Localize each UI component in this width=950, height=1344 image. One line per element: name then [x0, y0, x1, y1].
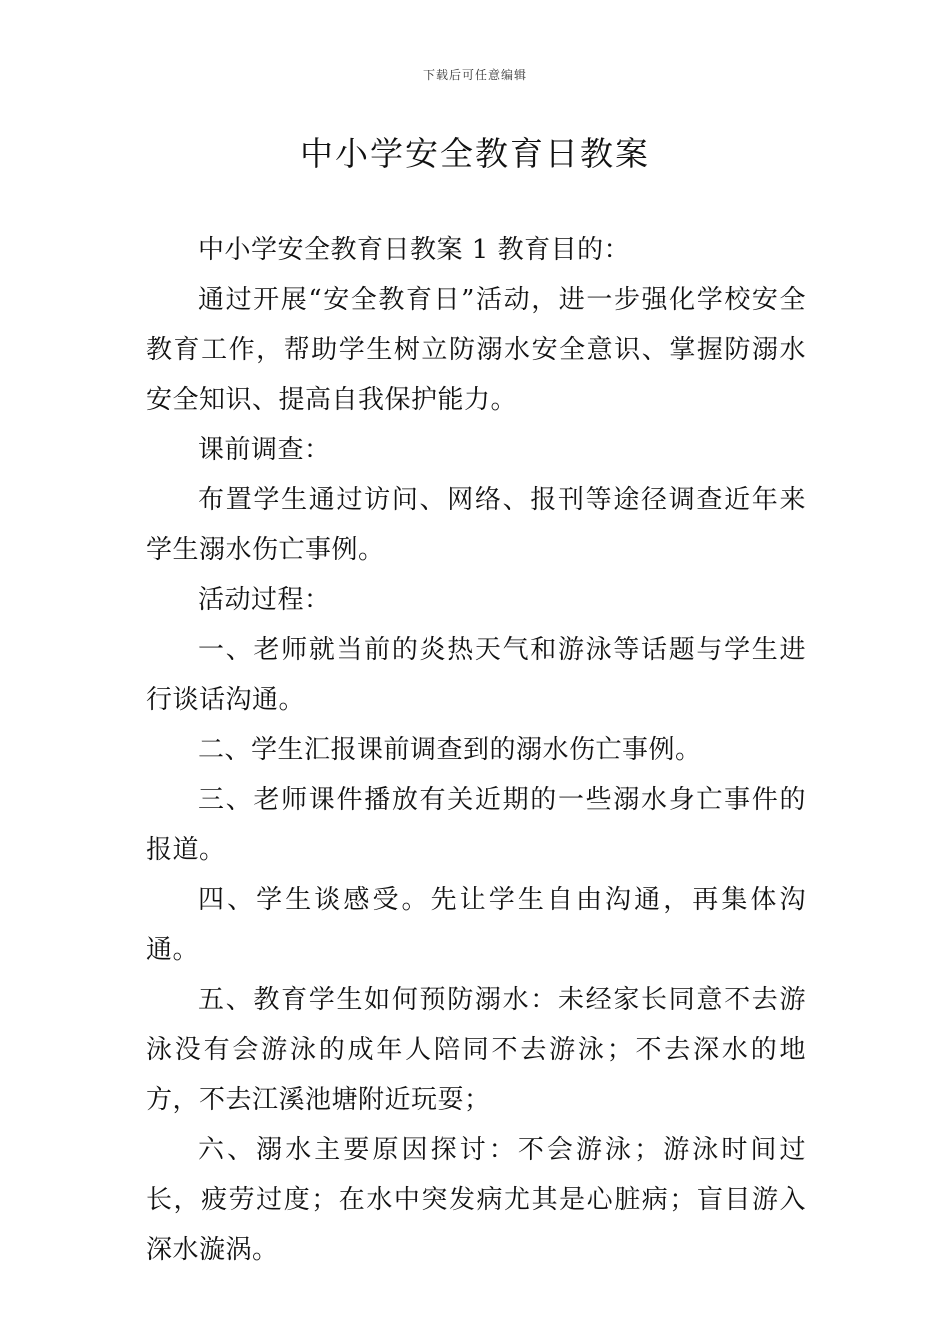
- paragraph-step-2: 二、学生汇报课前调查到的溺水伤亡事例。: [198, 735, 702, 765]
- paragraph-objective-heading: 中小学安全教育日教案 1 教育目的：: [198, 235, 631, 265]
- paragraph-process-heading: 活动过程：: [198, 585, 331, 615]
- paragraph-objective: 通过开展“安全教育日”活动，进一步强化学校安全教育工作，帮助学生树立防溺水安全意识、掌握防溺水安全知识、提高自我保护能力。: [146, 285, 806, 415]
- paragraph-step-5: 五、教育学生如何预防溺水：未经家长同意不去游泳没有会游泳的成年人陪同不去游泳；不去深水的地方，不去江溪池塘附近玩耍；: [146, 985, 806, 1115]
- header-note: 下载后可任意编辑: [422, 68, 527, 82]
- paragraph-step-1: 一、老师就当前的炎热天气和游泳等话题与学生进行谈话沟通。: [146, 635, 806, 715]
- paragraph-step-6: 六、溺水主要原因探讨：不会游泳；游泳时间过长，疲劳过度；在水中突发病尤其是心脏病；盲目游入深水漩涡。: [146, 1135, 806, 1265]
- paragraph-survey: 布置学生通过访问、网络、报刊等途径调查近年来学生溺水伤亡事例。: [146, 485, 806, 565]
- document-title: 中小学安全教育日教案: [300, 134, 650, 173]
- paragraph-survey-heading: 课前调查：: [198, 435, 331, 465]
- paragraph-step-3: 三、老师课件播放有关近期的一些溺水身亡事件的报道。: [146, 785, 806, 865]
- document-body: [146, 225, 806, 1275]
- paragraph-step-4: 四、学生谈感受。先让学生自由沟通，再集体沟通。: [146, 885, 806, 965]
